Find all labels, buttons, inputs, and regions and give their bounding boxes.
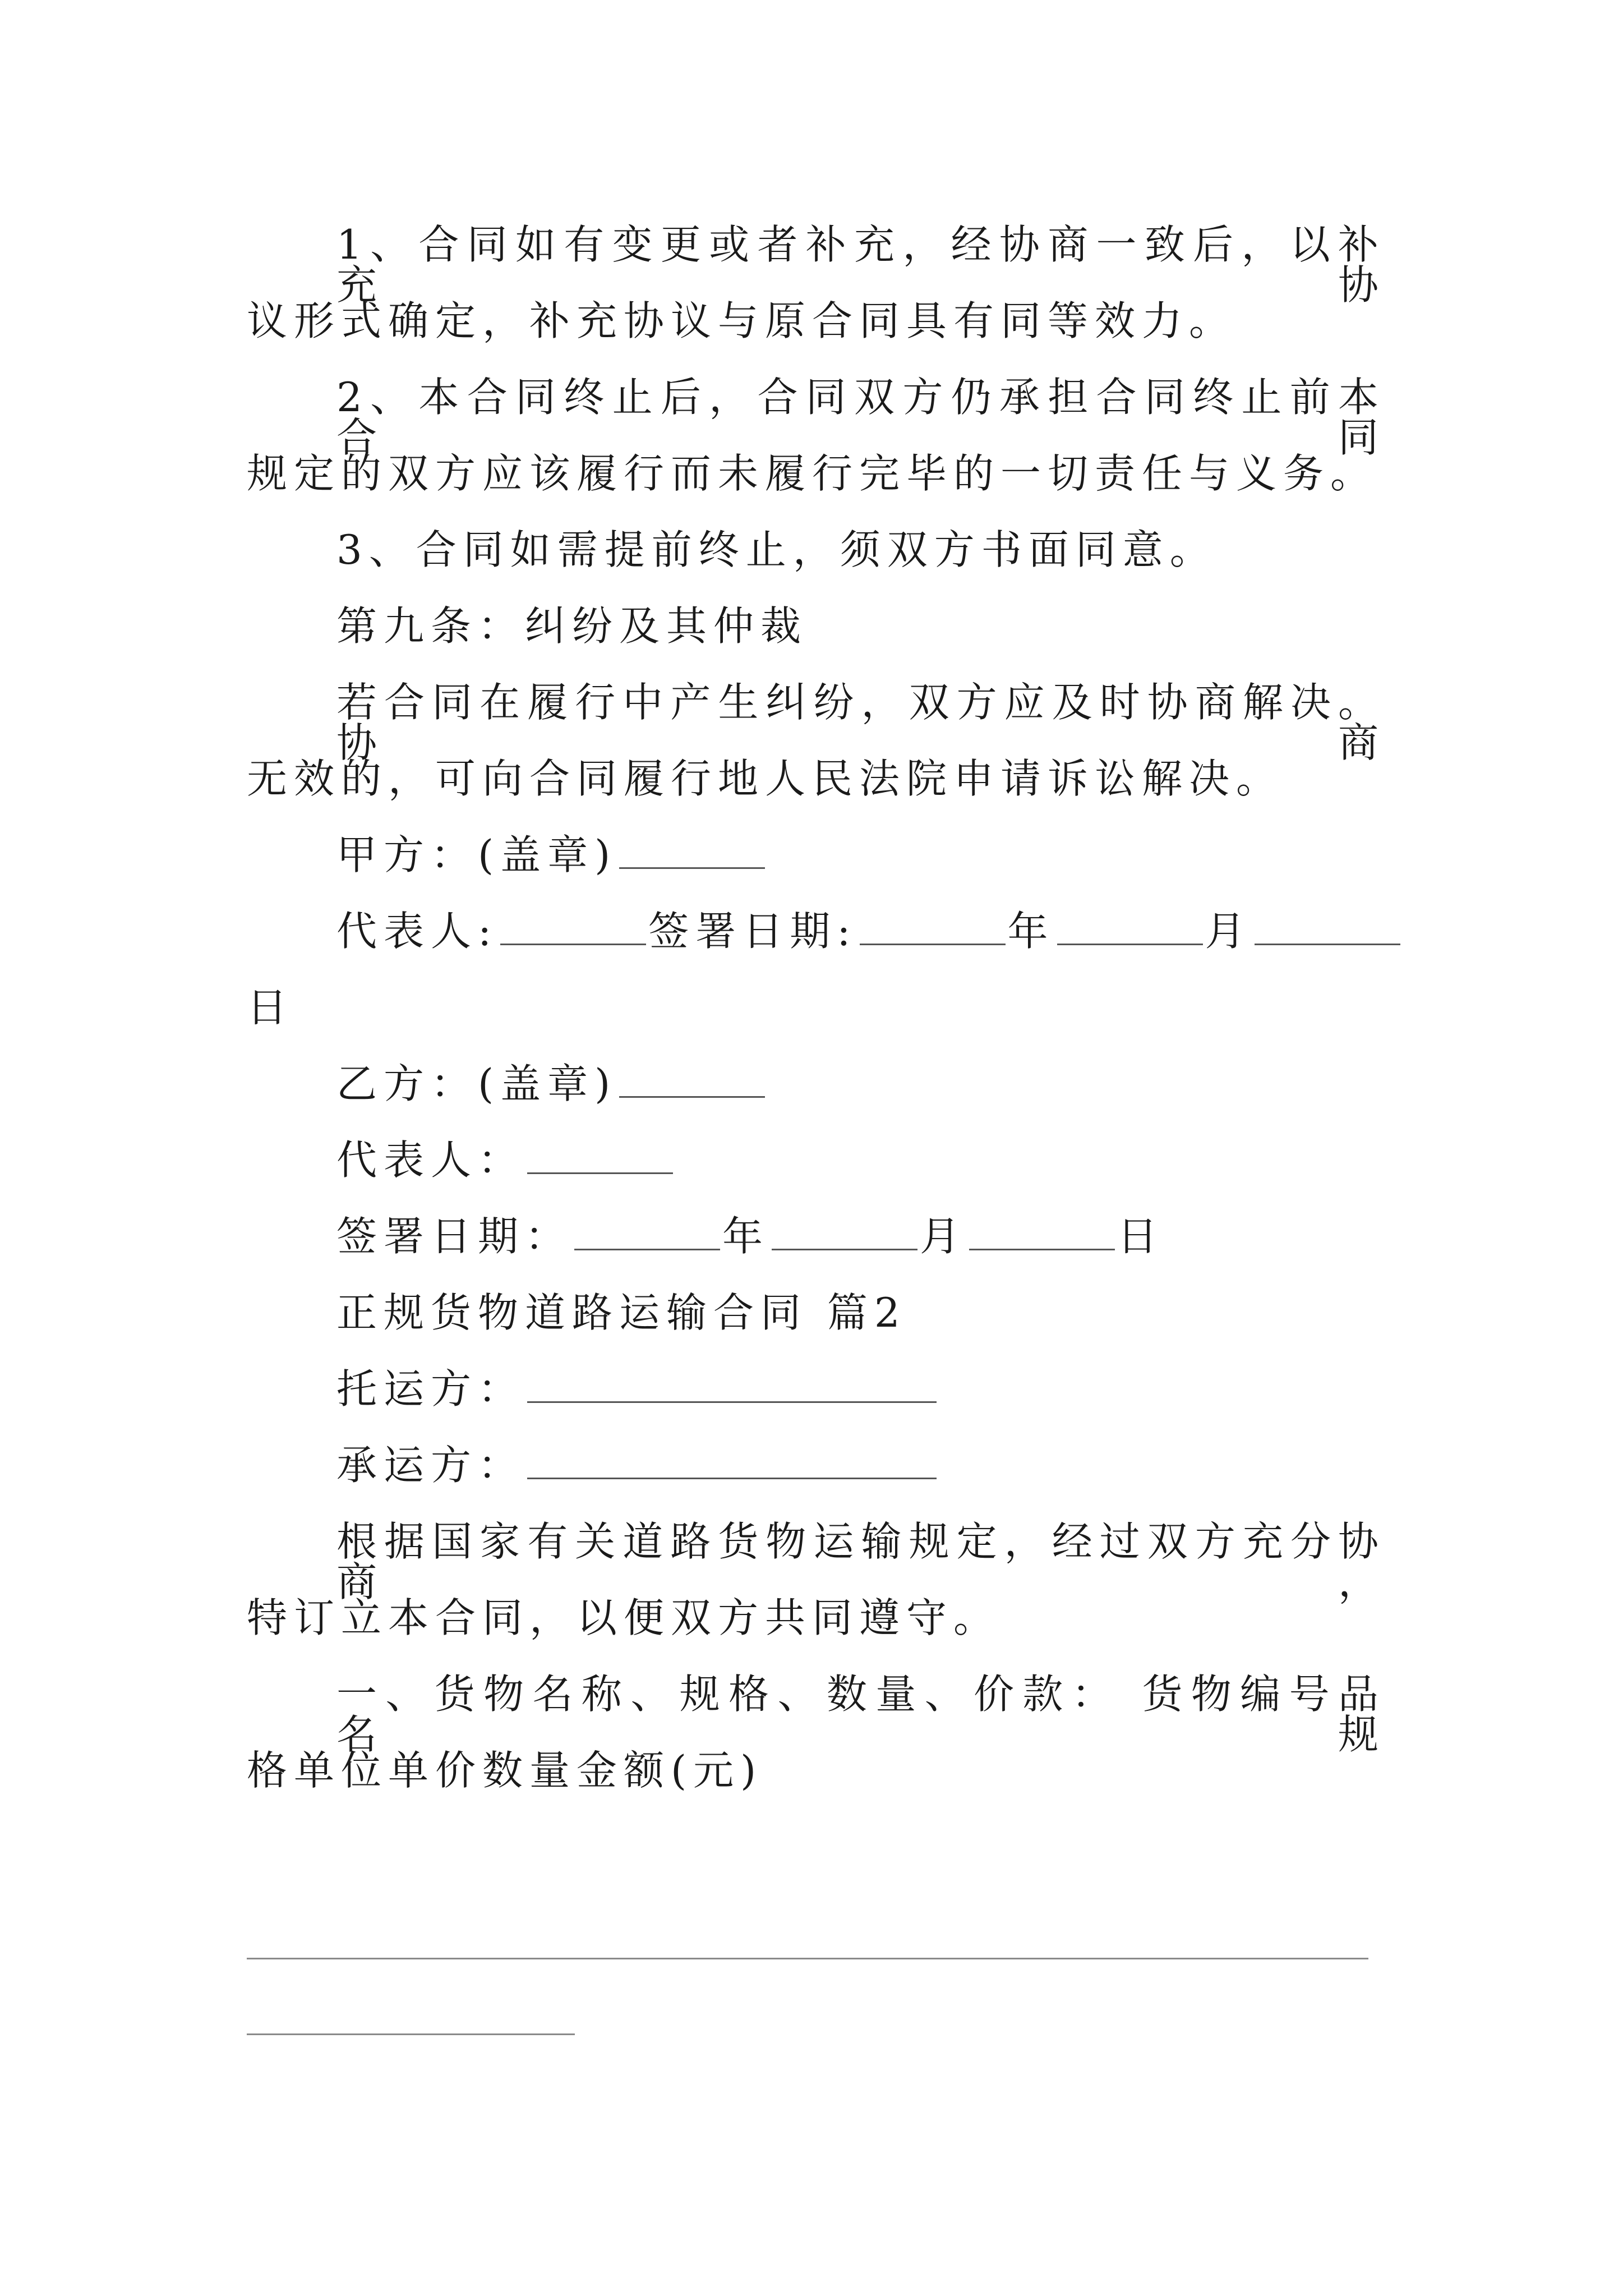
carrier-blank <box>527 1445 937 1479</box>
party-a-signature-row <box>336 908 1403 955</box>
party-b-seal <box>336 1060 767 1107</box>
consignor-label: 托运方： <box>336 1365 525 1412</box>
month-label: 月 <box>920 1213 967 1260</box>
clause-1-line-2: 议形式确定，补充协议与原合同具有同等效力。 <box>247 297 1237 344</box>
contract-2-title: 正规货物道路运输合同 篇2 <box>336 1289 907 1336</box>
party-b-year-blank <box>574 1216 720 1250</box>
party-b-date-label: 签署日期： <box>336 1213 573 1260</box>
year-label: 年 <box>722 1213 770 1260</box>
party-a-year-blank <box>860 911 1006 945</box>
party-b-seal-label: 乙方：(盖章) <box>336 1060 617 1107</box>
carrier-row <box>336 1442 939 1489</box>
consignor-blank <box>527 1369 937 1403</box>
party-a-seal <box>336 831 767 878</box>
party-a-month-blank <box>1057 911 1203 945</box>
party-a-day-blank <box>1255 911 1400 945</box>
party-b-seal-blank <box>619 1064 765 1098</box>
month-label: 月 <box>1205 908 1252 955</box>
article-9-heading: 第九条：纠纷及其仲裁 <box>336 602 808 650</box>
clause-2-line-2: 规定的双方应该履行而未履行完毕的一切责任与义务。 <box>247 450 1378 497</box>
dispute-line-1: 若合同在履行中产生纠纷，双方应及时协商解决。协商 <box>336 679 1385 766</box>
party-b-day-blank <box>969 1216 1115 1250</box>
party-a-seal-blank <box>619 835 765 869</box>
party-b-representative <box>336 1137 675 1184</box>
party-b-month-blank <box>772 1216 917 1250</box>
carrier-label: 承运方： <box>336 1442 525 1489</box>
table-rule-short <box>247 2033 575 2035</box>
clause-3: 3、合同如需提前终止，须双方书面同意。 <box>336 526 1217 573</box>
party-a-representative-label: 代表人: <box>336 908 499 955</box>
clause-1-line-1: 1、合同如有变更或者补充，经协商一致后，以补充协 <box>336 221 1385 309</box>
party-a-seal-label: 甲方：(盖章) <box>336 831 617 878</box>
party-a-representative-blank <box>500 911 646 945</box>
party-b-representative-blank <box>527 1140 673 1174</box>
party-b-representative-label: 代表人： <box>336 1137 525 1184</box>
table-rule-long <box>247 1958 1368 1959</box>
clause-2-line-1: 2、本合同终止后，合同双方仍承担合同终止前本合同 <box>336 374 1385 461</box>
preamble-line-2: 特订立本合同，以便双方共同遵守。 <box>247 1594 1001 1641</box>
preamble-line-1: 根据国家有关道路货物运输规定，经过双方充分协商， <box>336 1518 1385 1605</box>
goods-section-line-1: 一、货物名称、规格、数量、价款： 货物编号品名规 <box>336 1671 1385 1758</box>
day-label: 日 <box>1117 1213 1165 1260</box>
party-b-date-row <box>336 1213 1165 1260</box>
party-a-date-label: 签署日期: <box>648 908 857 955</box>
consignor-row <box>336 1365 939 1412</box>
day-label: 日 <box>247 984 294 1031</box>
year-label: 年 <box>1007 908 1055 955</box>
goods-section-line-2: 格单位单价数量金额(元) <box>247 1747 763 1794</box>
dispute-line-2: 无效的，可向合同履行地人民法院申请诉讼解决。 <box>247 755 1284 802</box>
